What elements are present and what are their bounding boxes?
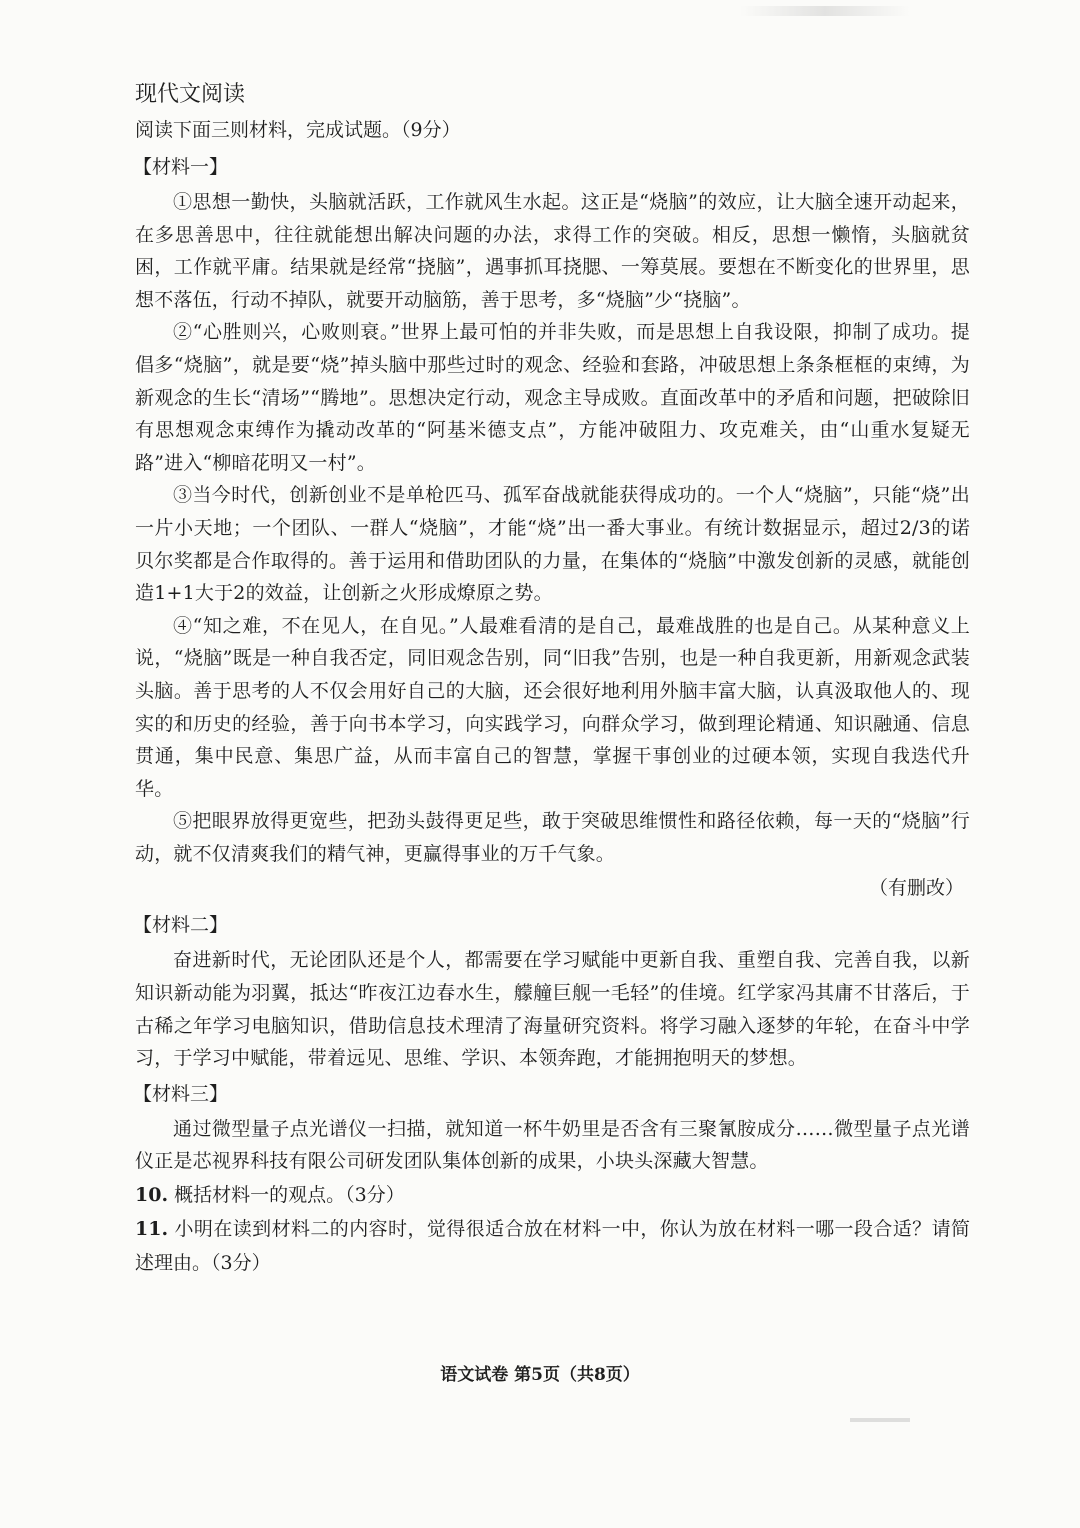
scan-mark [850,1418,910,1422]
material-one-paragraph-4: ④“知之难，不在见人，在自见。”人最难看清的是自己，最难战胜的也是自己。从某种意义上说，“烧脑”既是一种自我否定，同旧观念告别，同“旧我”告别，也是一种自我更新，用新观念武装头脑。善于思考的人不仅会用好自己的大脑，还会很好地利用外脑丰富大脑，认真汲取他人的、现实的和历史的经验，善于向书本学习，向实践学习，向群众学习，做到理论精通、知识融通、信息贯通，集中民意、集思广益，从而丰富自己的智慧，掌握干事创业的过硬本领，实现自我迭代升华。 [135,614,970,800]
section-title: 现代文阅读 [135,82,246,107]
page-content [135,78,970,1280]
source-note: （有删改） [868,877,964,900]
material-one-paragraph-3: ③当今时代，创新创业不是单枪匹马、孤军奋战就能获得成功的。一个人“烧脑”，只能“烧”出一片小天地；一个团队、一群人“烧脑”，才能“烧”出一番大事业。有统计数据显示，超过2/3的诺贝尔奖都是合作取得的。善于运用和借助团队的力量，在集体的“烧脑”中激发创新的灵感，就能创造1+1大于2的效益，让创新之火形成燎原之势。 [135,484,970,605]
material-two [135,906,970,1074]
question-number: 10. [135,1184,169,1207]
questions [135,1178,970,1280]
question-text: 概括材料一的观点。（3分） [174,1184,405,1207]
material-three-heading: 【材料三】 [133,1082,229,1105]
question-number: 11. [135,1218,169,1241]
material-one-paragraph-5: ⑤把眼界放得更宽些，把劲头鼓得更足些，敢于突破思维惯性和路径依赖，每一天的“烧脑”行动，就不仅清爽我们的精气神，更赢得事业的万千气象。 [135,810,970,865]
material-three-paragraph-1: 通过微型量子点光谱仪一扫描，就知道一杯牛奶里是否含有三聚氰胺成分……微型量子点光谱仪正是芯视界科技有限公司研发团队集体创新的成果，小块头深藏大智慧。 [135,1117,970,1173]
material-two-paragraph-1: 奋进新时代，无论团队还是个人，都需要在学习赋能中更新自我、重塑自我、完善自我，以新知识新动能为羽翼，抵达“昨夜江边春水生，艨艟巨舰一毛轻”的佳境。红学家冯其庸不甘落后，于古稀之年学习电脑知识，借助信息技术理清了海量研究资料。将学习融入逐梦的年轮，在奋斗中学习，于学习中赋能，带着远见、思维、学识、本领奔跑，才能拥抱明天的梦想。 [135,949,970,1070]
material-one-heading: 【材料一】 [133,156,229,178]
question-11 [135,1212,970,1280]
material-two-heading: 【材料二】 [133,914,229,937]
material-three [135,1075,970,1178]
question-text: 小明在读到材料二的内容时，觉得很适合放在材料一中，你认为放在材料一哪一段合适？请简述理由。（3分） [135,1218,970,1275]
scan-smudge [740,6,910,16]
material-one [135,148,970,906]
question-10 [135,1178,970,1212]
material-one-paragraph-1: ①思想一勤快，头脑就活跃，工作就风生水起。这正是“烧脑”的效应，让大脑全速开动起来，在多思善思中，往往就能想出解决问题的办法，求得工作的突破。相反，思想一懒惰，头脑就贫困，工作就平庸。结果就是经常“挠脑”，遇事抓耳挠腮、一筹莫展。要想在不断变化的世界里，思想不落伍，行动不掉队，就要开动脑筋，善于思考，多“烧脑”少“挠脑”。 [135,191,970,311]
instruction: 阅读下面三则材料，完成试题。（9分） [135,119,461,141]
page-footer: 语文试卷 第5页（共8页） [440,1365,640,1385]
material-one-paragraph-2: ②“心胜则兴，心败则衰。”世界上最可怕的并非失败，而是思想上自我设限，抑制了成功。提倡多“烧脑”，就是要“烧”掉头脑中那些过时的观念、经验和套路，冲破思想上条条框框的束缚，为新观念的生长“清场”“腾地”。思想决定行动，观念主导成败。直面改革中的矛盾和问题，把破除旧有思想观念束缚作为撬动改革的“阿基米德支点”，方能冲破阻力、攻克难关，由“山重水复疑无路”进入“柳暗花明又一村”。 [135,321,970,474]
